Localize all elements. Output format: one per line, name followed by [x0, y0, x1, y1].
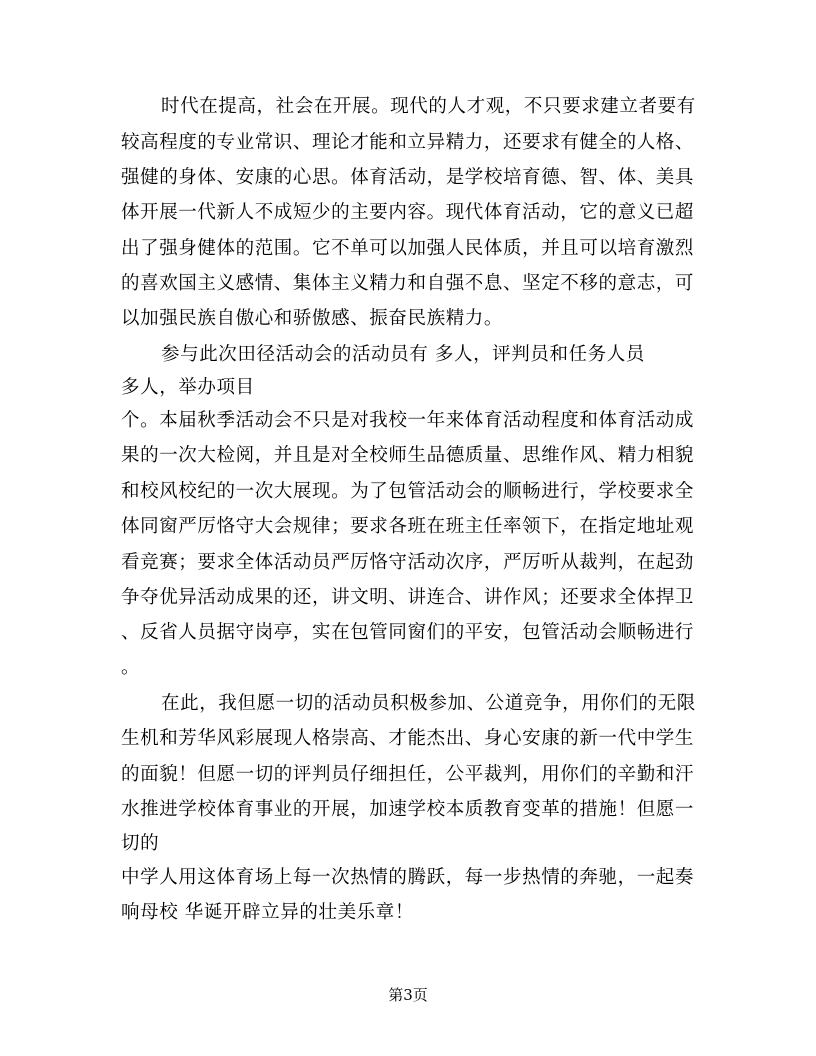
paragraph-line: 生机和芳华风彩展现人格崇高、才能杰出、身心安康的新一代中学生: [121, 728, 695, 749]
paragraph-line: 响母校 华诞开辟立异的壮美乐章！: [121, 902, 414, 923]
paragraph-line: 出了强身健体的范围。它不单可以加强人民体质，并且可以培育激烈: [121, 238, 695, 259]
paragraph-line: 个。本届秋季活动会不只是对我校一年来体育活动程度和体育活动成: [121, 410, 695, 431]
paragraph-line: 多人，举办项目: [121, 377, 255, 398]
paragraph-line: 、反省人员据守岗亭，实在包管同窗们的平安，包管活动会顺畅进行: [121, 622, 695, 643]
paragraph-line: 切的: [121, 833, 160, 854]
paragraph-line: 看竞赛；要求全体活动员严厉恪守活动次序，严厉听从裁判，在起劲: [121, 552, 695, 573]
paragraph-line: 参与此次田径活动会的活动员有 多人，评判员和任务人员: [161, 344, 645, 365]
paragraph-line: 以加强民族自傲心和骄傲感、振奋民族精力。: [121, 308, 504, 329]
paragraph-line: 较高程度的专业常识、理论才能和立异精力，还要求有健全的人格、: [121, 132, 695, 153]
paragraph-line: 强健的身体、安康的心思。体育活动，是学校培育德、智、体、美具: [121, 167, 695, 188]
paragraph-line: 水推进学校体育事业的开展，加速学校本质教育变革的措施！但愿一: [121, 799, 695, 820]
paragraph-line: 。: [121, 657, 141, 678]
paragraph-line: 时代在提高，社会在开展。现代的人才观，不只要求建立者要有: [161, 96, 696, 117]
paragraph-line: 的面貌！但愿一切的评判员仔细担任，公平裁判，用你们的辛勤和汗: [121, 764, 695, 785]
paragraph-line: 果的一次大检阅，并且是对全校师生品德质量、思维作风、精力相貌: [121, 445, 695, 466]
paragraph-line: 体同窗严厉恪守大会规律；要求各班在班主任率领下，在指定地址观: [121, 516, 695, 537]
paragraph-line: 在此，我但愿一切的活动员积极参加、公道竞争，用你们的无限: [161, 693, 696, 714]
paragraph-line: 和校风校纪的一次大展现。为了包管活动会的顺畅进行，学校要求全: [121, 481, 695, 502]
page-number: 第3页: [388, 986, 428, 1004]
paragraph-line: 体开展一代新人不成短少的主要内容。现代体育活动，它的意义已超: [121, 202, 695, 223]
paragraph-line: 的喜欢国主义感情、集体主义精力和自强不息、坚定不移的意志，可: [121, 273, 695, 294]
paragraph-line: 争夺优异活动成果的还，讲文明、讲连合、讲作风；还要求全体捍卫: [121, 587, 695, 608]
paragraph-line: 中学人用这体育场上每一次热情的腾跃，每一步热情的奔驰，一起奏: [121, 867, 695, 888]
